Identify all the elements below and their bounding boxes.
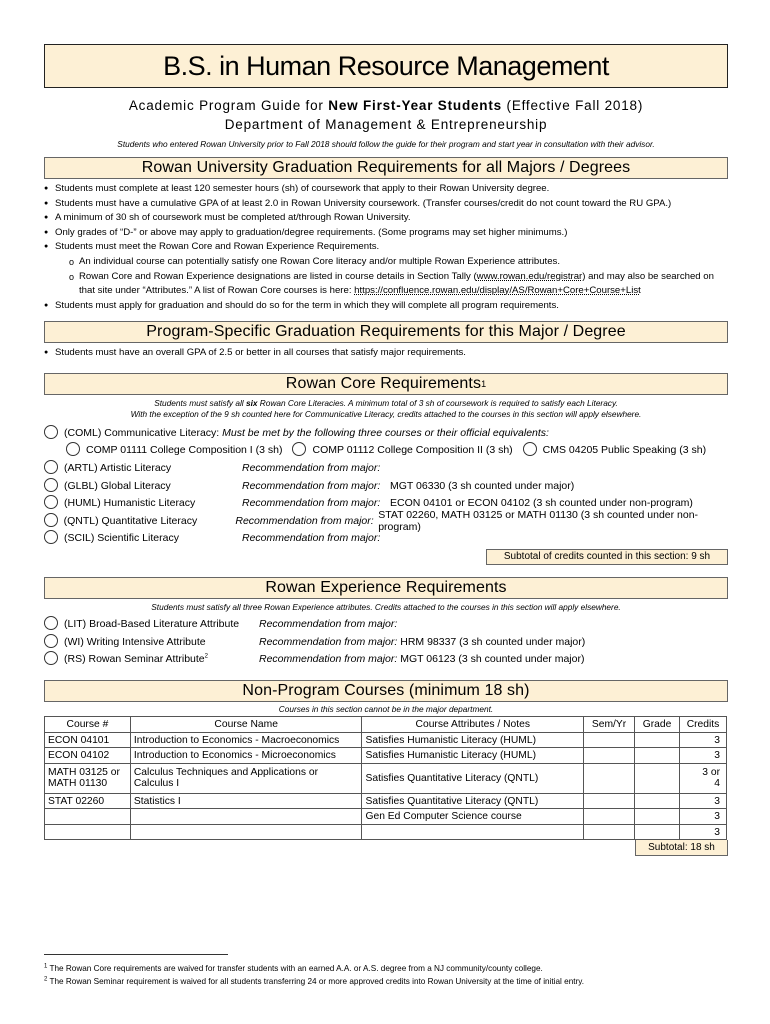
grad-bullet: ● A minimum of 30 sh of coursework must be completed at/through Rowan University. [44,211,728,226]
credits-cell: 3 [680,732,727,748]
recommendation-label: Recommendation from major: [242,497,381,510]
attribute-checkbox[interactable] [44,651,58,665]
course-attributes: Gen Ed Computer Science course [362,809,584,825]
coml-label: (COML) Communicative Literacy: [64,426,220,439]
course-attributes[interactable] [362,824,584,840]
sem-yr-cell[interactable] [584,809,635,825]
core-note-1-a: Students must satisfy all [154,397,246,408]
recommendation-label: Recommendation from major: [242,532,381,545]
attribute-label: (WI) Writing Intensive Attribute [64,635,206,648]
grade-cell[interactable] [635,763,680,793]
attribute-checkbox[interactable] [44,634,58,648]
coml-course-label: COMP 01112 College Composition II (3 sh) [312,444,513,457]
core-requirements-title: Rowan Core Requirements [285,374,482,392]
coml-course-option [523,443,706,457]
course-name[interactable] [130,809,362,825]
footnote-divider [44,954,228,955]
core-course-list-link[interactable]: https://confluence.rowan.edu/display/AS/Rowan+Core+Course+List [354,285,641,297]
table-row [45,793,727,809]
course-number-line: MATH 03125 or [48,767,120,779]
grad-requirements-title: Rowan University Graduation Requirements for all Majors / Degrees [141,159,631,176]
course-attributes: Satisfies Quantitative Literacy (QNTL) [362,793,584,809]
nonprogram-courses-heading [44,680,728,702]
grad-sub-bullet: o An individual course can potentially satisfy one Rowan Core literacy and/or multiple Rowan Experience attributes. [55,255,728,270]
attribute-label: (LIT) Broad-Based Literature Attribute [64,618,240,631]
sub-bullet-text-cont: ) and may also be searched on that site under “Attributes.” A list of Rowan Core courses is here: [79,270,714,297]
core-note-1-c: Rowan Core Literacies. A minimum total of 3 sh of coursework is required to satisfy each Literacy. [257,397,618,408]
coml-courses [44,441,728,459]
course-attributes: Satisfies Quantitative Literacy (QNTL) [362,763,584,793]
course-attributes: Satisfies Humanistic Literacy (HUML) [362,732,584,748]
footnote-ref-2: 2 [204,653,208,660]
column-header: Sem/Yr [584,717,635,733]
recommended-course: ECON 04101 or ECON 04102 (3 sh counted under non-program) [390,497,693,510]
recommendation-label: Recommendation from major: [259,618,398,631]
recommended-course: HRM 98337 (3 sh counted under major) [400,635,586,648]
experience-note: Students must satisfy all three Rowan Experience attributes. Credits attached to the courses in this section will apply elsewhere. [151,601,621,612]
course-name: Introduction to Economics - Microeconomics [130,748,362,764]
footnote-text: The Rowan Core requirements are waived for transfer students with an earned A.A. or A.S. degree from a NJ community/county college. [47,964,543,973]
recommendation-label: Recommendation from major: [259,635,398,648]
recommended-course: STAT 02260, MATH 03125 or MATH 01130 (3 sh counted under non-program) [378,508,699,533]
attribute-checkbox[interactable] [44,616,58,630]
footnote-mark: 1 [44,963,48,970]
credits-cell: 3 [680,793,727,809]
footnote-mark: 2 [44,976,48,983]
footnote [44,962,584,975]
grad-bullet-text: Students must meet the Rowan Core and Rowan Experience Requirements. [55,241,380,253]
column-header: Course Attributes / Notes [362,717,584,733]
credits-line: 3 or [702,767,720,779]
core-subtotal-wrap [44,549,728,565]
column-header: Credits [680,717,727,733]
course-number: ECON 04101 [45,732,131,748]
grade-cell[interactable] [635,824,680,840]
sub-bullet-text: Rowan Core and Rowan Experience designations are listed in course details in Section Tally ( [79,270,477,282]
core-note-1 [44,398,728,410]
sem-yr-cell[interactable] [584,763,635,793]
coml-course-checkbox[interactable] [292,442,306,456]
registrar-link[interactable]: www.rowan.edu/registrar [476,270,583,282]
coml-row [44,424,728,442]
literacy-label: (QNTL) Quantitative Literacy [63,514,198,527]
column-header: Course # [45,717,131,733]
table-row [45,763,727,793]
page-title: B.S. in Human Resource Management [163,50,609,81]
program-requirements-title: Program-Specific Graduation Requirements for this Major / Degree [146,323,626,341]
literacy-checkbox[interactable] [44,530,58,544]
course-name[interactable] [130,824,362,840]
course-number [45,763,131,793]
footnote [44,975,584,988]
course-name: Statistics I [130,793,362,809]
grade-cell[interactable] [635,793,680,809]
grad-bullet [44,240,728,298]
guide-prefix: Academic Program Guide for [128,98,329,113]
table-row [45,732,727,748]
course-name [130,763,362,793]
grad-bullet: ● Students must complete at least 120 semester hours (sh) of coursework that apply to their Rowan University degree. [44,182,728,197]
program-requirements-list [44,346,728,361]
attribute-label: (RS) Rowan Seminar Attribute [64,653,205,666]
recommendation-label: Recommendation from major: [242,462,381,475]
footnote-text: The Rowan Seminar requirement is waived for all students transferring 24 or more approved credits into Rowan University at the time of initial entry. [47,977,585,986]
credits-cell: 3 [680,748,727,764]
credits-cell [680,763,727,793]
experience-requirements-title: Rowan Experience Requirements [265,578,507,596]
literacy-label: (HUML) Humanistic Literacy [64,497,196,510]
experience-attribute-row [44,633,728,651]
recommended-course: MGT 06330 (3 sh counted under major) [390,479,575,492]
prior-students-note: Students who entered Rowan University prior to Fall 2018 should follow the guide for their program and start year in consultation with their advisor. [117,139,655,149]
core-literacy-row [44,459,728,477]
literacy-label: (ARTL) Artistic Literacy [64,462,172,475]
core-literacy-row [44,477,728,495]
literacy-checkbox[interactable] [44,460,58,474]
title-box [44,44,728,88]
table-row [45,809,727,825]
experience-requirements-heading [44,577,728,599]
core-note-1-b: six [245,397,258,408]
credits-cell: 3 [680,809,727,825]
coml-course-label: CMS 04205 Public Speaking (3 sh) [542,444,707,457]
grad-bullet: ● Students must have a cumulative GPA of at least 2.0 in Rowan University coursework. (Transfer courses/credit do not count toward the RU GPA.) [44,197,728,212]
recommendation-label: Recommendation from major: [235,514,374,527]
nonprogram-note: Courses in this section cannot be in the major department. [278,703,494,714]
guide-audience: New First-Year Students [328,98,502,113]
table-row [45,748,727,764]
literacy-checkbox[interactable] [44,513,58,527]
coml-course-option [292,443,512,457]
coml-course-option [66,443,282,457]
experience-attribute-row [44,615,728,633]
course-attributes: Satisfies Humanistic Literacy (HUML) [362,748,584,764]
core-requirements-heading: Rowan Core Requirements 1 [44,373,728,395]
course-number: ECON 04102 [45,748,131,764]
coml-course-label: COMP 01111 College Composition I (3 sh) [86,444,283,457]
guide-line [44,98,728,113]
nonprogram-subtotal-wrap [44,840,728,856]
column-header: Course Name [130,717,362,733]
grad-sub-list [55,255,728,299]
grad-bullet: ● Only grades of “D-” or above may apply to graduation/degree requirements. (Some programs may set higher minimums.) [44,226,728,241]
program-guide-page [44,44,728,856]
core-subtotal: Subtotal of credits counted in this section: 9 sh [486,549,728,565]
literacy-checkbox[interactable] [44,495,58,509]
recommended-course: MGT 06123 (3 sh counted under major) [400,653,585,666]
course-name-line: Calculus I [133,778,180,790]
credits-line: 4 [714,778,720,790]
coml-course-checkbox[interactable] [66,442,80,456]
column-header: Grade [635,717,680,733]
coml-checkbox[interactable] [44,425,58,439]
table-row [45,824,727,840]
grad-bullet: ● Students must apply for graduation and should do so for the term in which they will complete all program requirements. [44,299,728,314]
coml-course-checkbox[interactable] [523,442,537,456]
literacy-checkbox[interactable] [44,478,58,492]
credits-cell: 3 [680,824,727,840]
nonprogram-subtotal: Subtotal: 18 sh [635,840,728,856]
program-requirements-heading [44,321,728,343]
program-bullet: ● Students must have an overall GPA of 2.5 or better in all courses that satisfy major requirements. [44,346,728,361]
recommendation-label: Recommendation from major: [242,479,381,492]
nonprogram-courses-title: Non-Program Courses (minimum 18 sh) [242,681,530,699]
sem-yr-cell[interactable] [584,732,635,748]
course-number[interactable] [45,824,131,840]
grade-cell[interactable] [635,732,680,748]
sem-yr-cell[interactable] [584,793,635,809]
attribute-label-wrap [64,653,259,665]
footnotes [44,962,584,988]
course-name: Introduction to Economics - Macroeconomics [130,732,362,748]
grad-sub-bullet [55,270,728,299]
guide-suffix: (Effective Fall 2018) [501,98,644,113]
coml-text: Must be met by the following three courses or their official equivalents: [222,426,549,439]
literacy-label: (GLBL) Global Literacy [64,479,171,492]
literacy-label: (SCIL) Scientific Literacy [64,532,179,545]
course-name-line: Calculus Techniques and Applications or [133,767,319,779]
course-number[interactable] [45,809,131,825]
recommendation-label: Recommendation from major: [259,653,398,666]
grade-cell[interactable] [635,809,680,825]
core-note-2: With the exception of the 9 sh counted here for Communicative Literacy, credits attached to the courses in this section will apply elsewhere. [130,409,642,420]
grade-cell[interactable] [635,748,680,764]
experience-attribute-row [44,650,728,668]
department-line: Department of Management & Entrepreneurship [224,117,548,132]
course-number-line: MATH 01130 [48,778,108,790]
grad-requirements-heading [44,157,728,179]
nonprogram-course-table [44,716,727,840]
table-header-row [45,717,727,733]
sem-yr-cell[interactable] [584,748,635,764]
course-number: STAT 02260 [45,793,131,809]
core-literacy-row [44,508,728,533]
sem-yr-cell[interactable] [584,824,635,840]
grad-requirements-list [44,182,728,313]
